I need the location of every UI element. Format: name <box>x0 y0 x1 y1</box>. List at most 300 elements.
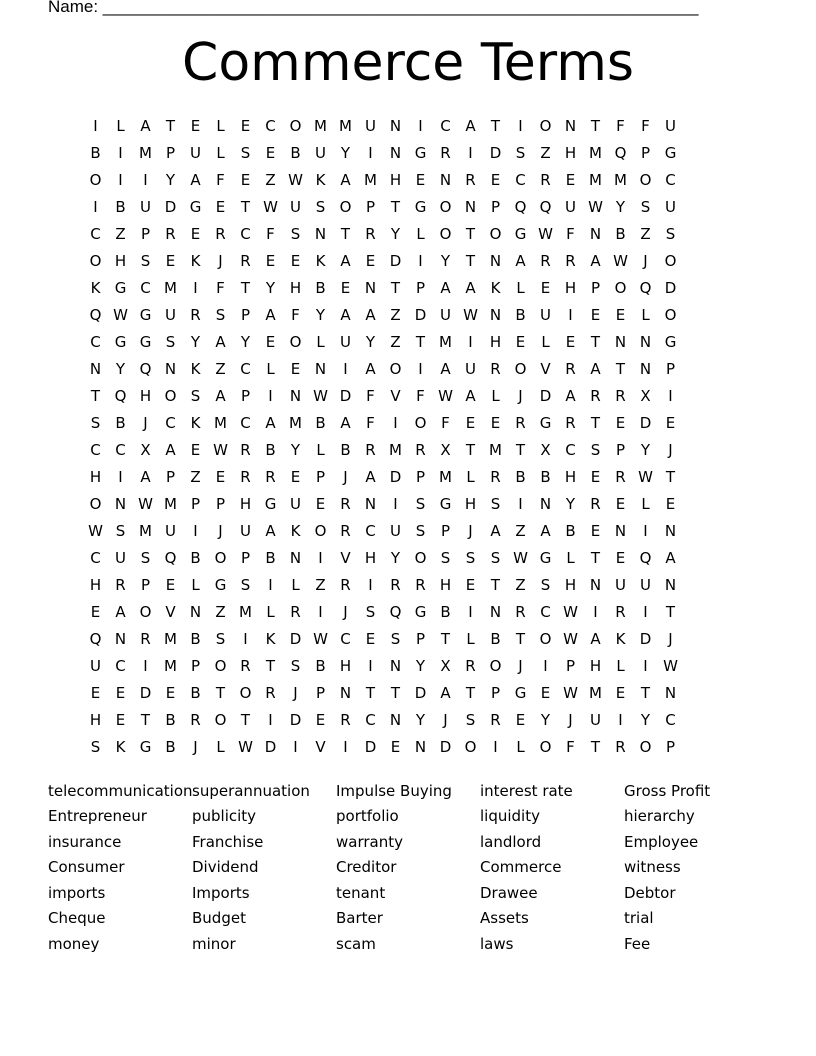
grid-letter: E <box>240 116 251 135</box>
grid-letter: G <box>514 224 527 243</box>
grid-letter: I <box>118 143 123 162</box>
grid-letter: N <box>589 224 602 243</box>
grid-letter: S <box>240 576 251 595</box>
grid-letter: A <box>590 359 601 378</box>
grid-letter: P <box>240 386 251 405</box>
grid-letter: R <box>465 170 476 189</box>
word-bank-item: Dividend <box>192 858 259 877</box>
word-bank-item: Franchise <box>192 832 264 851</box>
grid-row <box>83 409 683 436</box>
grid-letter: S <box>140 549 151 568</box>
grid-letter: Q <box>539 197 552 216</box>
grid-letter: I <box>418 251 423 270</box>
grid-letter: H <box>364 549 377 568</box>
word-bank-item: Drawee <box>480 883 538 902</box>
grid-letter: E <box>365 251 376 270</box>
grid-letter: I <box>343 359 348 378</box>
grid-letter: S <box>190 386 201 405</box>
word-bank-item: Fee <box>624 934 651 953</box>
grid-letter: R <box>615 467 626 486</box>
word-bank-item: Consumer <box>48 858 125 877</box>
grid-letter: U <box>540 305 551 324</box>
grid-letter: C <box>240 359 251 378</box>
grid-letter: N <box>389 143 402 162</box>
grid-row <box>83 463 683 490</box>
word-bank <box>48 778 788 957</box>
grid-letter: E <box>290 359 301 378</box>
grid-letter: N <box>614 332 627 351</box>
grid-letter: C <box>115 657 126 676</box>
grid-letter: N <box>464 197 477 216</box>
grid-letter: P <box>490 197 501 216</box>
grid-letter: K <box>315 251 326 270</box>
grid-letter: Q <box>639 549 652 568</box>
grid-letter: C <box>365 521 376 540</box>
grid-letter: E <box>565 170 576 189</box>
grid-letter: T <box>240 197 251 216</box>
grid-letter: W <box>238 738 253 757</box>
word-bank-item: minor <box>192 934 236 953</box>
grid-letter: R <box>490 711 501 730</box>
grid-letter: B <box>265 549 276 568</box>
grid-letter: B <box>615 224 626 243</box>
grid-letter: R <box>340 576 351 595</box>
grid-letter: Z <box>515 521 526 540</box>
grid-letter: P <box>140 224 151 243</box>
grid-letter: E <box>615 684 626 703</box>
grid-letter: R <box>615 386 626 405</box>
grid-letter: H <box>564 278 577 297</box>
grid-letter: R <box>540 170 551 189</box>
grid-letter: U <box>315 143 326 162</box>
word-bank-item: Creditor <box>336 858 397 877</box>
grid-letter: J <box>293 684 298 703</box>
grid-letter: M <box>164 278 177 297</box>
word-bank-item: Gross Profit <box>624 781 711 800</box>
grid-letter: S <box>240 143 251 162</box>
grid-letter: J <box>568 711 573 730</box>
grid-letter: Y <box>290 440 301 459</box>
grid-letter: U <box>465 359 476 378</box>
word-bank-item: warranty <box>336 832 403 851</box>
grid-row <box>83 139 683 166</box>
grid-letter: N <box>664 684 677 703</box>
grid-letter: N <box>314 359 327 378</box>
grid-row <box>83 517 683 544</box>
grid-letter: J <box>343 603 348 622</box>
grid-letter: C <box>115 440 126 459</box>
grid-letter: D <box>264 738 277 757</box>
grid-letter: U <box>390 521 401 540</box>
grid-letter: A <box>590 630 601 649</box>
grid-letter: N <box>489 305 502 324</box>
grid-letter: X <box>440 440 451 459</box>
grid-letter: G <box>414 143 427 162</box>
grid-letter: R <box>340 494 351 513</box>
grid-letter: I <box>468 143 473 162</box>
grid-letter: R <box>190 305 201 324</box>
grid-row <box>83 328 683 355</box>
grid-letter: O <box>439 197 452 216</box>
grid-letter: R <box>465 657 476 676</box>
grid-letter: E <box>190 224 201 243</box>
grid-row <box>83 247 683 274</box>
grid-letter: T <box>240 278 251 297</box>
grid-letter: A <box>365 359 376 378</box>
grid-letter: A <box>490 521 501 540</box>
grid-letter: I <box>243 630 248 649</box>
grid-letter: W <box>638 467 653 486</box>
grid-letter: D <box>414 684 427 703</box>
grid-letter: P <box>190 494 201 513</box>
grid-letter: M <box>139 521 152 540</box>
grid-letter: T <box>465 684 476 703</box>
word-bank-item: portfolio <box>336 807 399 826</box>
grid-letter: G <box>139 332 152 351</box>
grid-letter: T <box>390 278 401 297</box>
grid-letter: M <box>214 413 227 432</box>
grid-letter: B <box>290 143 301 162</box>
grid-letter: R <box>265 467 276 486</box>
grid-letter: V <box>315 738 326 757</box>
grid-letter: I <box>668 386 673 405</box>
grid-letter: T <box>590 116 601 135</box>
grid-letter: D <box>389 251 402 270</box>
grid-letter: R <box>590 386 601 405</box>
grid-letter: G <box>214 576 227 595</box>
grid-letter: R <box>240 440 251 459</box>
grid-letter: Y <box>540 711 551 730</box>
grid-letter: E <box>615 305 626 324</box>
grid-letter: N <box>114 494 127 513</box>
word-bank-item: superannuation <box>192 781 310 800</box>
grid-letter: I <box>368 657 373 676</box>
grid-letter: N <box>289 549 302 568</box>
grid-letter: M <box>589 684 602 703</box>
grid-letter: J <box>668 440 673 459</box>
grid-letter: W <box>563 630 578 649</box>
grid-row <box>83 572 683 599</box>
grid-letter: R <box>490 467 501 486</box>
grid-letter: Y <box>365 332 376 351</box>
grid-letter: D <box>289 711 302 730</box>
grid-letter: U <box>440 305 451 324</box>
grid-letter: A <box>565 386 576 405</box>
grid-letter: A <box>265 521 276 540</box>
grid-letter: O <box>139 603 152 622</box>
grid-letter: F <box>366 386 375 405</box>
grid-letter: R <box>240 251 251 270</box>
grid-letter: G <box>189 197 202 216</box>
word-bank-item: insurance <box>48 832 122 851</box>
grid-letter: I <box>593 603 598 622</box>
grid-letter: X <box>440 657 451 676</box>
word-bank-item: Barter <box>336 909 383 928</box>
grid-letter: C <box>540 603 551 622</box>
grid-letter: O <box>514 359 527 378</box>
grid-letter: M <box>289 413 302 432</box>
grid-letter: L <box>216 143 225 162</box>
grid-letter: U <box>290 494 301 513</box>
grid-row <box>83 274 683 301</box>
grid-letter: G <box>514 684 527 703</box>
grid-letter: E <box>540 684 551 703</box>
grid-letter: U <box>140 197 151 216</box>
grid-letter: T <box>365 684 376 703</box>
grid-letter: D <box>164 197 177 216</box>
grid-letter: O <box>664 305 677 324</box>
grid-letter: T <box>390 684 401 703</box>
grid-letter: L <box>516 278 525 297</box>
grid-letter: S <box>515 143 526 162</box>
grid-letter: Y <box>115 359 126 378</box>
grid-letter: I <box>293 738 298 757</box>
grid-letter: W <box>213 440 228 459</box>
grid-letter: N <box>389 116 402 135</box>
grid-letter: K <box>115 738 126 757</box>
grid-letter: L <box>541 332 550 351</box>
grid-letter: S <box>115 521 126 540</box>
grid-letter: O <box>489 657 502 676</box>
grid-letter: A <box>515 251 526 270</box>
grid-letter: A <box>365 467 376 486</box>
grid-letter: T <box>165 116 176 135</box>
grid-letter: N <box>364 494 377 513</box>
grid-letter: E <box>265 251 276 270</box>
grid-letter: M <box>614 170 627 189</box>
grid-letter: O <box>464 738 477 757</box>
grid-letter: J <box>443 711 448 730</box>
grid-letter: E <box>515 332 526 351</box>
grid-letter: E <box>165 251 176 270</box>
word-bank-item: telecommunication <box>48 781 193 800</box>
grid-letter: T <box>590 332 601 351</box>
grid-letter: L <box>491 386 500 405</box>
letter-grid <box>83 112 683 761</box>
grid-letter: V <box>340 549 351 568</box>
grid-letter: J <box>668 630 673 649</box>
grid-letter: P <box>240 305 251 324</box>
grid-letter: W <box>463 305 478 324</box>
grid-letter: N <box>389 711 402 730</box>
grid-letter: B <box>565 521 576 540</box>
grid-letter: E <box>215 467 226 486</box>
name-field-line: Name: _______________________________________________________________ <box>48 0 699 16</box>
grid-letter: F <box>216 278 225 297</box>
grid-letter: I <box>468 332 473 351</box>
grid-letter: E <box>665 413 676 432</box>
grid-row <box>83 545 683 572</box>
grid-letter: I <box>518 494 523 513</box>
grid-letter: A <box>140 467 151 486</box>
grid-letter: T <box>640 684 651 703</box>
grid-letter: C <box>265 116 276 135</box>
grid-letter: G <box>139 738 152 757</box>
grid-letter: U <box>590 711 601 730</box>
grid-letter: A <box>140 116 151 135</box>
word-bank-item: hierarchy <box>624 807 695 826</box>
grid-letter: E <box>290 251 301 270</box>
word-bank-item: imports <box>48 883 106 902</box>
grid-letter: P <box>315 467 326 486</box>
grid-letter: I <box>118 170 123 189</box>
grid-letter: I <box>393 494 398 513</box>
grid-letter: T <box>440 630 451 649</box>
grid-letter: O <box>314 521 327 540</box>
grid-letter: K <box>265 630 276 649</box>
grid-letter: E <box>540 278 551 297</box>
grid-letter: P <box>415 278 426 297</box>
grid-letter: J <box>643 251 648 270</box>
grid-letter: N <box>414 738 427 757</box>
word-bank-item: Budget <box>192 909 246 928</box>
grid-letter: F <box>441 413 450 432</box>
grid-letter: I <box>318 549 323 568</box>
grid-letter: U <box>340 332 351 351</box>
grid-letter: H <box>589 657 602 676</box>
grid-letter: I <box>368 576 373 595</box>
grid-letter: D <box>364 738 377 757</box>
grid-letter: L <box>191 576 200 595</box>
grid-letter: V <box>165 603 176 622</box>
grid-letter: K <box>190 359 201 378</box>
grid-letter: S <box>90 413 101 432</box>
grid-letter: K <box>490 278 501 297</box>
grid-letter: U <box>165 521 176 540</box>
grid-letter: I <box>418 359 423 378</box>
grid-letter: A <box>465 278 476 297</box>
grid-letter: C <box>565 440 576 459</box>
grid-letter: A <box>340 170 351 189</box>
grid-letter: B <box>190 549 201 568</box>
grid-letter: D <box>339 386 352 405</box>
grid-letter: S <box>90 738 101 757</box>
grid-letter: P <box>315 684 326 703</box>
grid-letter: O <box>414 413 427 432</box>
grid-letter: Z <box>390 305 401 324</box>
grid-letter: T <box>465 251 476 270</box>
grid-letter: H <box>89 711 102 730</box>
grid-letter: R <box>565 251 576 270</box>
grid-letter: N <box>114 630 127 649</box>
grid-letter: B <box>515 467 526 486</box>
grid-letter: S <box>540 576 551 595</box>
grid-letter: J <box>218 521 223 540</box>
grid-letter: R <box>515 603 526 622</box>
word-bank-item: Cheque <box>48 909 106 928</box>
grid-letter: D <box>489 143 502 162</box>
grid-letter: B <box>515 305 526 324</box>
grid-letter: B <box>165 738 176 757</box>
grid-letter: Q <box>139 359 152 378</box>
grid-letter: C <box>340 630 351 649</box>
grid-letter: L <box>566 549 575 568</box>
grid-letter: U <box>115 549 126 568</box>
grid-letter: S <box>440 549 451 568</box>
grid-letter: P <box>215 494 226 513</box>
grid-letter: I <box>368 143 373 162</box>
grid-letter: D <box>289 630 302 649</box>
grid-letter: E <box>515 711 526 730</box>
grid-letter: C <box>90 332 101 351</box>
grid-letter: H <box>389 170 402 189</box>
word-bank-item: interest rate <box>480 781 573 800</box>
grid-row <box>83 220 683 247</box>
grid-letter: N <box>614 521 627 540</box>
grid-letter: N <box>89 359 102 378</box>
grid-letter: L <box>316 332 325 351</box>
grid-letter: M <box>164 630 177 649</box>
grid-letter: W <box>588 197 603 216</box>
grid-letter: Y <box>390 224 401 243</box>
grid-letter: K <box>615 630 626 649</box>
grid-letter: I <box>643 603 648 622</box>
grid-row <box>83 301 683 328</box>
grid-letter: L <box>216 116 225 135</box>
grid-letter: T <box>590 413 601 432</box>
grid-letter: U <box>165 305 176 324</box>
grid-letter: R <box>365 440 376 459</box>
grid-letter: G <box>539 549 552 568</box>
grid-letter: I <box>143 170 148 189</box>
grid-letter: G <box>414 603 427 622</box>
grid-letter: Z <box>115 224 126 243</box>
grid-letter: O <box>289 116 302 135</box>
grid-letter: B <box>540 467 551 486</box>
grid-letter: G <box>114 332 127 351</box>
grid-letter: I <box>268 386 273 405</box>
grid-letter: Q <box>514 197 527 216</box>
grid-letter: Q <box>89 305 102 324</box>
grid-letter: W <box>288 170 303 189</box>
word-bank-item: laws <box>480 934 514 953</box>
grid-letter: G <box>139 305 152 324</box>
grid-letter: R <box>165 224 176 243</box>
grid-letter: K <box>190 413 201 432</box>
grid-letter: T <box>240 711 251 730</box>
grid-letter: I <box>543 657 548 676</box>
grid-letter: I <box>393 413 398 432</box>
grid-letter: U <box>90 657 101 676</box>
grid-letter: F <box>641 116 650 135</box>
grid-letter: J <box>468 521 473 540</box>
grid-letter: W <box>438 386 453 405</box>
word-bank-item: landlord <box>480 832 542 851</box>
grid-letter: E <box>465 576 476 595</box>
grid-letter: O <box>214 549 227 568</box>
grid-letter: U <box>665 116 676 135</box>
grid-letter: L <box>616 657 625 676</box>
grid-letter: N <box>314 224 327 243</box>
grid-letter: P <box>565 657 576 676</box>
grid-letter: N <box>389 657 402 676</box>
grid-letter: F <box>616 116 625 135</box>
grid-letter: R <box>415 576 426 595</box>
grid-letter: Y <box>415 711 426 730</box>
grid-letter: A <box>340 305 351 324</box>
word-bank-item: Assets <box>480 909 529 928</box>
grid-letter: P <box>415 467 426 486</box>
grid-letter: E <box>190 440 201 459</box>
grid-letter: C <box>365 711 376 730</box>
grid-letter: A <box>440 684 451 703</box>
grid-letter: C <box>515 170 526 189</box>
grid-letter: F <box>416 386 425 405</box>
grid-letter: B <box>340 440 351 459</box>
grid-letter: U <box>640 576 651 595</box>
grid-letter: T <box>665 467 676 486</box>
grid-letter: Y <box>265 278 276 297</box>
